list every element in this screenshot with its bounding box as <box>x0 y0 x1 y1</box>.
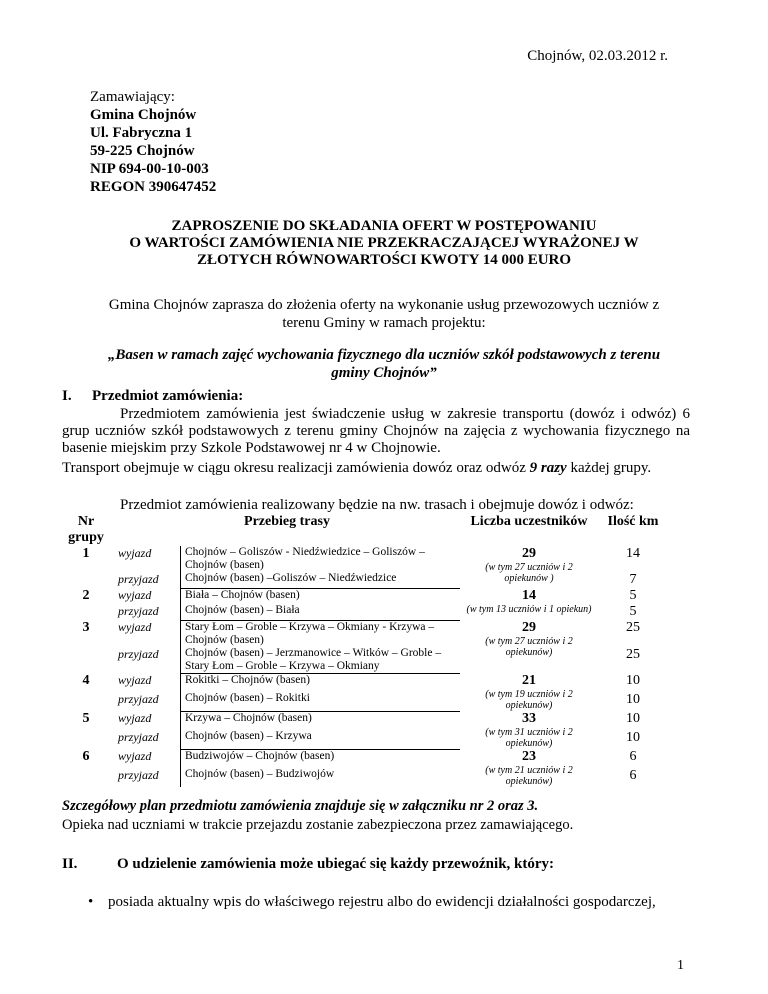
buyer-city: 59-225 Chojnów <box>90 143 195 159</box>
direction-return: przyjazd <box>118 768 159 782</box>
participants-detail: (w tym 27 uczniów i 2 opiekunów) <box>485 636 573 658</box>
participants-detail: (w tym 13 uczniów i 1 opiekun) <box>466 604 592 615</box>
route-return: Chojnów (basen) – Jerzmanowice – Witków – Groble – Stary Łom – Groble – Krzywa – Okmiany <box>181 647 461 674</box>
group-number: 1 <box>82 546 90 561</box>
participants-detail: (w tym 21 uczniów i 2 opiekunów) <box>485 765 573 787</box>
km-return: 10 <box>626 730 640 745</box>
section-2-heading <box>62 856 554 873</box>
route-out: Biała – Chojnów (basen) <box>181 588 461 604</box>
route-return: Chojnów (basen) – Budziwojów <box>181 768 461 787</box>
direction-return: przyjazd <box>118 730 159 744</box>
km-return: 25 <box>626 646 640 662</box>
buyer-label: Zamawiający: <box>90 89 175 105</box>
header-group-number: Nr grupy <box>68 514 104 545</box>
bullet-text: posiada aktualny wpis do właściwego rejestru albo do ewidencji działalności gospodarczej, <box>108 894 656 910</box>
participants-count: 29 <box>522 546 536 561</box>
route-out: Chojnów – Goliszów - Niedźwiedzice – Goliszów – Chojnów (basen) <box>181 546 461 572</box>
km-out: 14 <box>626 546 640 561</box>
participants-count: 33 <box>522 711 536 726</box>
direction-out: wyjazd <box>118 588 152 602</box>
participants-detail: (w tym 19 uczniów i 2 opiekunów) <box>485 689 573 711</box>
route-return: Chojnów (basen) – Krzywa <box>181 730 461 749</box>
group-number: 4 <box>82 673 90 688</box>
table-row <box>58 749 668 768</box>
table-row <box>58 620 668 647</box>
p2-emphasis: 9 razy <box>529 460 567 476</box>
participants-count: 29 <box>522 620 536 635</box>
group-number: 5 <box>82 711 90 726</box>
km-out: 5 <box>629 588 637 603</box>
care-note: Opieka nad uczniami w trakcie przejazdu zostanie zabezpieczona przez zamawiającego. <box>62 817 574 833</box>
direction-return: przyjazd <box>118 572 159 586</box>
route-out: Krzywa – Chojnów (basen) <box>181 711 461 730</box>
km-return: 10 <box>626 692 640 707</box>
section-2-title: O udzielenie zamówienia może ubiegać się każdy przewoźnik, który: <box>117 856 555 872</box>
table-row <box>58 673 668 692</box>
participants-count: 23 <box>522 749 536 764</box>
km-return: 5 <box>629 604 637 619</box>
participants-detail: (w tym 27 uczniów i 2 opiekunów ) <box>485 562 573 584</box>
group-number: 2 <box>82 588 90 603</box>
title-line-1: ZAPROSZENIE DO SKŁADANIA OFERT W POSTĘPOWANIU <box>171 218 597 234</box>
document-title <box>60 218 708 269</box>
participants-detail: (w tym 31 uczniów i 2 opiekunów) <box>485 727 573 749</box>
document-date: Chojnów, 02.03.2012 r. <box>527 48 668 64</box>
buyer-block <box>90 88 216 196</box>
table-row <box>58 711 668 730</box>
section-1-heading <box>62 388 243 405</box>
table-row <box>58 588 668 604</box>
buyer-name: Gmina Chojnów <box>90 107 197 123</box>
participants-cell <box>460 588 598 620</box>
km-out: 10 <box>626 711 640 726</box>
km-return: 6 <box>629 768 637 783</box>
p2-text-a: Transport obejmuje w ciągu okresu realizacji zamówienia dowóz oraz odwóz <box>62 460 530 476</box>
group-number: 3 <box>82 620 90 635</box>
direction-out: wyjazd <box>118 620 152 634</box>
title-line-2: O WARTOŚCI ZAMÓWIENIA NIE PRZEKRACZAJĄCEJ WYRAŻONEJ W <box>129 235 639 251</box>
buyer-regon: REGON 390647452 <box>90 179 217 195</box>
header-km: Ilość km <box>607 514 659 529</box>
km-return: 7 <box>629 572 637 587</box>
participants-count: 21 <box>522 673 536 688</box>
p2-text-c: każdej grupy. <box>566 460 652 476</box>
list-item <box>88 893 688 911</box>
participants-cell <box>460 673 598 711</box>
route-return: Chojnów (basen) –Goliszów – Niedźwiedzice <box>181 572 461 588</box>
participants-cell <box>460 749 598 787</box>
route-return: Chojnów (basen) – Rokitki <box>181 692 461 711</box>
direction-out: wyjazd <box>118 673 152 687</box>
direction-out: wyjazd <box>118 711 152 725</box>
km-out: 25 <box>626 620 640 635</box>
route-out: Rokitki – Chojnów (basen) <box>181 673 461 692</box>
section-1-paragraph-1: Przedmiotem zamówienia jest świadczenie usług w zakresie transportu (dowóz i odwóz) 6 grup uczniów szkół podstawowych z terenu gminy Chojnów na zajęcia z wychowania fizycznego na basenie miejskim przy Szkole Podstawowej nr 4 w Chojnowie. <box>62 406 690 456</box>
direction-return: przyjazd <box>118 646 159 661</box>
section-2-number: II. <box>62 856 78 872</box>
group-number: 6 <box>82 749 90 764</box>
detail-note: Szczegółowy plan przedmiotu zamówienia znajduje się w załączniku nr 2 oraz 3. <box>62 798 539 814</box>
km-out: 10 <box>626 673 640 688</box>
intro-paragraph: Gmina Chojnów zaprasza do złożenia oferty na wykonanie usług przewozowych uczniów z terenu Gminy w ramach projektu: <box>108 297 660 331</box>
participants-cell <box>460 711 598 749</box>
buyer-street: Ul. Fabryczna 1 <box>90 125 193 141</box>
participants-cell <box>460 546 598 588</box>
routes-table <box>58 514 668 787</box>
header-route: Przebieg trasy <box>244 514 330 529</box>
section-1-paragraph-2 <box>62 460 690 477</box>
section-1-number: I. <box>62 388 72 404</box>
header-participants: Liczba uczestników <box>470 514 588 529</box>
participants-cell <box>460 620 598 673</box>
km-out: 6 <box>629 749 637 764</box>
direction-return: przyjazd <box>118 604 159 618</box>
page-number: 1 <box>677 958 684 973</box>
direction-out: wyjazd <box>118 749 152 763</box>
route-out: Budziwojów – Chojnów (basen) <box>181 749 461 768</box>
route-return: Chojnów (basen) – Biała <box>181 604 461 620</box>
section-1-paragraph-3: Przedmiot zamówienia realizowany będzie na nw. trasach i obejmuje dowóz i odwóz: <box>120 497 634 513</box>
section-1-title: Przedmiot zamówienia: <box>92 388 244 404</box>
direction-return: przyjazd <box>118 692 159 706</box>
table-row <box>58 546 668 572</box>
participants-count: 14 <box>522 588 536 603</box>
title-line-3: ZŁOTYCH RÓWNOWARTOŚCI KWOTY 14 000 EURO <box>196 252 572 268</box>
buyer-nip: NIP 694-00-10-003 <box>90 161 209 177</box>
route-out: Stary Łom – Groble – Krzywa – Okmiany - Krzywa – Chojnów (basen) <box>181 620 461 647</box>
table-header-row <box>58 514 668 546</box>
project-name: „Basen w ramach zajęć wychowania fizycznego dla uczniów szkół podstawowych z terenu gminy Chojnów” <box>107 347 661 381</box>
bullet-icon: • <box>88 894 94 910</box>
direction-out: wyjazd <box>118 546 152 560</box>
